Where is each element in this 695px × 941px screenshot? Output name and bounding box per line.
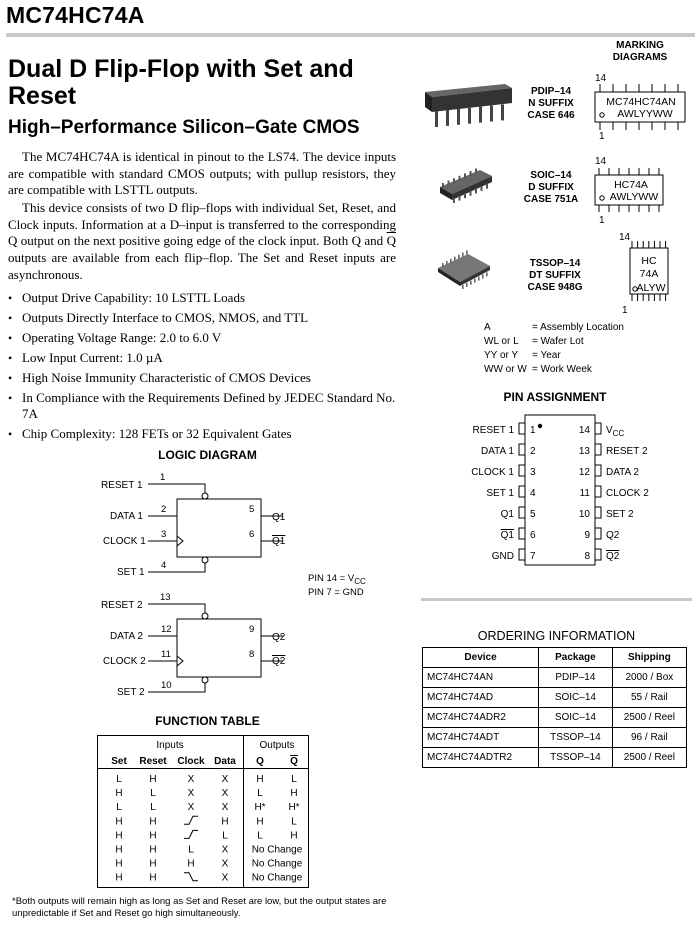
pin-label-left: GND — [491, 551, 514, 562]
pin-label-right: SET 2 — [606, 509, 634, 520]
ft-cell: H — [115, 816, 123, 828]
ft-cell: L — [116, 802, 122, 814]
ff-pin-num: 11 — [161, 649, 171, 660]
ft-cell: H — [115, 844, 123, 856]
ff-pin-num: 2 — [161, 504, 167, 515]
feature-text: Output Drive Capability: 10 LSTTL Loads — [22, 290, 246, 305]
pin-number-right: 8 — [584, 551, 590, 562]
pdip-mark-line2: AWLYYWW — [617, 108, 673, 120]
pdip-pin1: 1 — [599, 131, 605, 142]
ft-cell: X — [187, 788, 195, 800]
ordering-cell: SOIC–14 — [539, 688, 613, 708]
function-table-title: FUNCTION TABLE — [155, 714, 260, 728]
soic-case: CASE 751A — [523, 194, 579, 205]
ft-cell: H — [149, 844, 157, 856]
bullet-icon: • — [8, 351, 13, 365]
bullet-icon: • — [8, 427, 13, 441]
legend-key: WW or W — [484, 364, 527, 375]
soic-name: SOIC–14 — [530, 170, 572, 181]
ordering-header: Package — [539, 648, 613, 668]
page-subtitle: High–Performance Silicon–Gate CMOS — [8, 117, 360, 138]
pin-number-left: 1 — [530, 425, 536, 436]
ordering-cell: MC74HC74ADR2 — [423, 708, 539, 728]
legend-key: WL or L — [484, 336, 519, 347]
inputs-header: Inputs — [156, 740, 184, 751]
rising-edge-icon — [184, 816, 198, 824]
ordering-cell: MC74HC74AD — [423, 688, 539, 708]
ordering-cell: MC74HC74ADT — [423, 728, 539, 748]
pdip-case: CASE 646 — [527, 110, 575, 121]
ft-cell: H — [290, 788, 298, 800]
ft-cell: H* — [288, 802, 300, 814]
ft-cell: X — [221, 858, 229, 870]
pin-number-left: 3 — [530, 467, 536, 478]
ff-clock-label: CLOCK 2 — [103, 656, 146, 667]
ft-cell: No Change — [251, 858, 303, 870]
soic-package-image — [440, 169, 492, 203]
legend-key: YY or Y — [484, 350, 519, 361]
ft-cell: H — [221, 816, 229, 828]
ff-pin-num: 3 — [161, 529, 167, 540]
ordering-header: Shipping — [612, 648, 686, 668]
ft-cell: X — [221, 802, 229, 814]
ff-pin-num: 6 — [249, 529, 255, 540]
flip-flop-2 — [101, 592, 286, 698]
feature-text: Low Input Current: 1.0 µA — [22, 350, 163, 365]
column-header: Data — [214, 756, 236, 767]
marking-diagrams-title: MARKING DIAGRAMS — [612, 40, 668, 63]
ff-qbar-label: Q1 — [272, 536, 286, 547]
ordering-cell: 55 / Rail — [612, 688, 686, 708]
soic-mark-line2: AWLYWW — [609, 191, 659, 203]
legend-key: A — [484, 322, 491, 333]
qbar-text: $\overline{Q}$ — [386, 233, 396, 249]
ff-pin-num: 1 — [160, 472, 166, 483]
ft-cell: L — [188, 844, 194, 856]
legend-value: = Wafer Lot — [532, 336, 584, 347]
ft-cell: L — [222, 830, 228, 842]
pin-label-left: DATA 1 — [481, 446, 514, 457]
ft-cell: No Change — [251, 844, 303, 856]
bullet-icon: • — [8, 311, 13, 325]
feature-text: Operating Voltage Range: 2.0 to 6.0 V — [22, 330, 222, 345]
ff-q-label: Q1 — [272, 512, 286, 523]
bullet-icon: • — [8, 331, 13, 345]
ft-cell: H — [149, 858, 157, 870]
legend-row — [484, 364, 684, 378]
pin-label-vcc: $V_{CC}$ — [606, 425, 625, 438]
pin-label-right: DATA 2 — [606, 467, 639, 478]
ordering-header: Device — [423, 648, 539, 668]
pin-label-left: Q1 — [500, 530, 514, 541]
ft-cell: H — [115, 872, 123, 884]
pin-number-left: 5 — [530, 509, 536, 520]
column-header: Clock — [177, 756, 205, 767]
pin14-text: PIN 14 = V — [308, 573, 355, 584]
pdip-name: PDIP–14 — [530, 86, 572, 97]
ordering-row — [423, 668, 687, 688]
ft-cell: L — [150, 788, 156, 800]
ft-cell: L — [291, 816, 297, 828]
function-table-footnote: *Both outputs will remain high as long as Set and Reset are low, but the output states are unpredictable if Set and Reset go high simultaneously. — [12, 896, 387, 919]
ft-cell: H — [115, 830, 123, 842]
ordering-cell: 2000 / Box — [612, 668, 686, 688]
description-text-b: outputs are available from each flip–flop. The Set and Reset inputs are asynchronous. — [8, 250, 396, 282]
rising-edge-icon — [184, 830, 198, 838]
ordering-cell: PDIP–14 — [539, 668, 613, 688]
ft-cell: H — [290, 830, 298, 842]
ft-cell: L — [116, 774, 122, 785]
pin-label-left: Q1 — [500, 509, 514, 520]
legend-row — [484, 350, 684, 364]
falling-edge-icon — [184, 873, 198, 881]
feature-text: High Noise Immunity Characteristic of CMOS Devices — [22, 370, 311, 385]
column-header: Q — [256, 756, 264, 767]
soic-suffix: D SUFFIX — [528, 182, 574, 193]
pin-label-right: Q2 — [606, 551, 620, 562]
ordering-cell: SOIC–14 — [539, 708, 613, 728]
pin1-dot-icon — [538, 424, 542, 428]
ft-cell: X — [221, 774, 229, 785]
column-header: Reset — [139, 756, 167, 767]
pin-label-left: SET 1 — [486, 488, 514, 499]
tssop-pin14: 14 — [619, 232, 631, 243]
feature-text: In Compliance with the Requirements Defined by JEDEC Standard No. 7A — [22, 390, 396, 421]
ft-cell: H — [256, 774, 264, 785]
pdip-suffix: N SUFFIX — [528, 98, 574, 109]
pin-number-left: 6 — [530, 530, 536, 541]
part-number: MC74HC74A — [6, 2, 145, 28]
ff-pin-num: 8 — [249, 649, 255, 660]
ft-cell: L — [150, 802, 156, 814]
ordering-cell: MC74HC74AN — [423, 668, 539, 688]
pin-label-right: Q2 — [606, 530, 620, 541]
feature-text: Chip Complexity: 128 FETs or 32 Equivalent Gates — [22, 426, 292, 441]
pin14-note — [308, 573, 366, 586]
pin-assignment-diagram — [440, 410, 690, 570]
ff-data-label: DATA 1 — [110, 511, 143, 522]
tssop-suffix: DT SUFFIX — [529, 270, 581, 281]
pdip-package-image — [425, 84, 512, 127]
pin-number-right: 13 — [578, 446, 590, 457]
logic-diagram-title: LOGIC DIAGRAM — [158, 448, 257, 462]
ordering-cell: TSSOP–14 — [539, 748, 613, 768]
marking-legend — [484, 322, 684, 378]
ft-cell: H* — [254, 802, 266, 814]
bullet-icon: • — [8, 291, 13, 305]
ft-cell: X — [221, 872, 229, 884]
pin-number-left: 4 — [530, 488, 536, 499]
flip-flop-1 — [101, 472, 286, 578]
ft-cell: H — [149, 816, 157, 828]
ff-reset-label: RESET 2 — [101, 600, 143, 611]
ordering-cell: 2500 / Reel — [612, 708, 686, 728]
soic-label — [508, 170, 594, 206]
description-paragraph-1: The MC74HC74A is identical in pinout to the LS74. The device inputs are compatible with standard CMOS outputs; with pullup resistors, they are compatible with LSTTL outputs. — [8, 149, 396, 198]
ft-cell: H — [149, 872, 157, 884]
ff-pin-num: 12 — [161, 624, 172, 635]
ordering-title: ORDERING INFORMATION — [477, 629, 636, 643]
legend-value: = Work Week — [532, 364, 592, 375]
ordering-cell: TSSOP–14 — [539, 728, 613, 748]
ordering-row — [423, 728, 687, 748]
ff-q-label: Q2 — [272, 632, 286, 643]
ft-cell: H — [187, 858, 195, 870]
pin-label-left: CLOCK 1 — [471, 467, 514, 478]
section-divider — [421, 598, 692, 601]
ft-cell: H — [115, 858, 123, 870]
tssop-package-image — [438, 250, 490, 289]
ft-cell: L — [291, 774, 297, 785]
pin7-note: PIN 7 = GND — [308, 587, 364, 598]
ff-pin-num: 4 — [161, 560, 167, 571]
soic-pin14: 14 — [595, 156, 607, 167]
description-text-a: This device consists of two D flip–flops with individual Set, Reset, and Clock inputs. Information at a D–input is transferred to the corresponding Q output on the next positive going edge of the clock input. Both Q and — [8, 200, 396, 249]
pin-number-left: 7 — [530, 551, 536, 562]
pin-number-left: 2 — [530, 446, 536, 457]
ft-cell: L — [257, 830, 263, 842]
ft-cell: H — [115, 788, 123, 800]
ordering-table — [422, 647, 687, 768]
ft-cell: H — [149, 830, 157, 842]
tssop-mark-line3: ALYW — [636, 282, 666, 294]
ordering-row — [423, 748, 687, 768]
ff-clock-label: CLOCK 1 — [103, 536, 146, 547]
column-header: Q — [290, 756, 298, 767]
bullet-icon: • — [8, 391, 13, 405]
feature-text: Outputs Directly Interface to CMOS, NMOS, and TTL — [22, 310, 309, 325]
ordering-cell: 96 / Rail — [612, 728, 686, 748]
pin-number-right: 12 — [578, 467, 590, 478]
legend-value: = Assembly Location — [532, 322, 624, 333]
tssop-mark-line1: HC — [641, 255, 657, 267]
ff-set-label: SET 1 — [117, 567, 145, 578]
ordering-cell: MC74HC74ADTR2 — [423, 748, 539, 768]
ft-cell: X — [221, 844, 229, 856]
pin14-sub: CC — [354, 576, 366, 586]
ordering-cell: 2500 / Reel — [612, 748, 686, 768]
ff-reset-label: RESET 1 — [101, 480, 143, 491]
tssop-label — [512, 258, 598, 294]
ft-cell: No Change — [251, 872, 303, 884]
pin-label-right: RESET 2 — [606, 446, 648, 457]
pin-number-right: 10 — [578, 509, 590, 520]
ft-cell: X — [187, 774, 195, 785]
pdip-mark-line1: MC74HC74AN — [606, 96, 676, 108]
pdip-pin14: 14 — [595, 73, 607, 84]
soic-pin1: 1 — [599, 215, 605, 226]
column-header: Set — [111, 756, 127, 767]
pin-label-left: RESET 1 — [472, 425, 514, 436]
pin-assignment-title: PIN ASSIGNMENT — [503, 390, 607, 404]
legend-value: = Year — [532, 350, 561, 361]
ft-cell: X — [187, 802, 195, 814]
ff-pin-num: 10 — [161, 680, 172, 691]
legend-row — [484, 322, 684, 336]
logic-diagram — [0, 0, 420, 710]
ft-cell: L — [257, 788, 263, 800]
pin-number-right: 11 — [579, 488, 590, 499]
pin-number-right: 9 — [584, 530, 590, 541]
soic-mark-line1: HC74A — [614, 179, 648, 191]
ff-pin-num: 5 — [249, 504, 255, 515]
pdip-label — [508, 86, 594, 122]
page-title: Dual D Flip-Flop with Set and Reset — [8, 55, 354, 110]
pin-number-right: 14 — [578, 425, 590, 436]
ordering-row — [423, 708, 687, 728]
ft-cell: H — [256, 816, 264, 828]
tssop-name: TSSOP–14 — [529, 258, 581, 269]
ft-cell: H — [149, 774, 157, 785]
bullet-icon: • — [8, 371, 13, 385]
function-table — [97, 735, 309, 888]
tssop-mark-line2: 74A — [639, 268, 659, 280]
tssop-case: CASE 948G — [527, 282, 583, 293]
ff-data-label: DATA 2 — [110, 631, 143, 642]
ff-pin-num: 13 — [160, 592, 171, 603]
pin-label-right: CLOCK 2 — [606, 488, 649, 499]
ft-cell: X — [221, 788, 229, 800]
outputs-header: Outputs — [259, 740, 295, 751]
legend-row — [484, 336, 684, 350]
ordering-row — [423, 688, 687, 708]
ff-pin-num: 9 — [249, 624, 255, 635]
tssop-pin1: 1 — [622, 305, 628, 316]
ff-set-label: SET 2 — [117, 687, 145, 698]
ff-qbar-label: Q2 — [272, 656, 286, 667]
